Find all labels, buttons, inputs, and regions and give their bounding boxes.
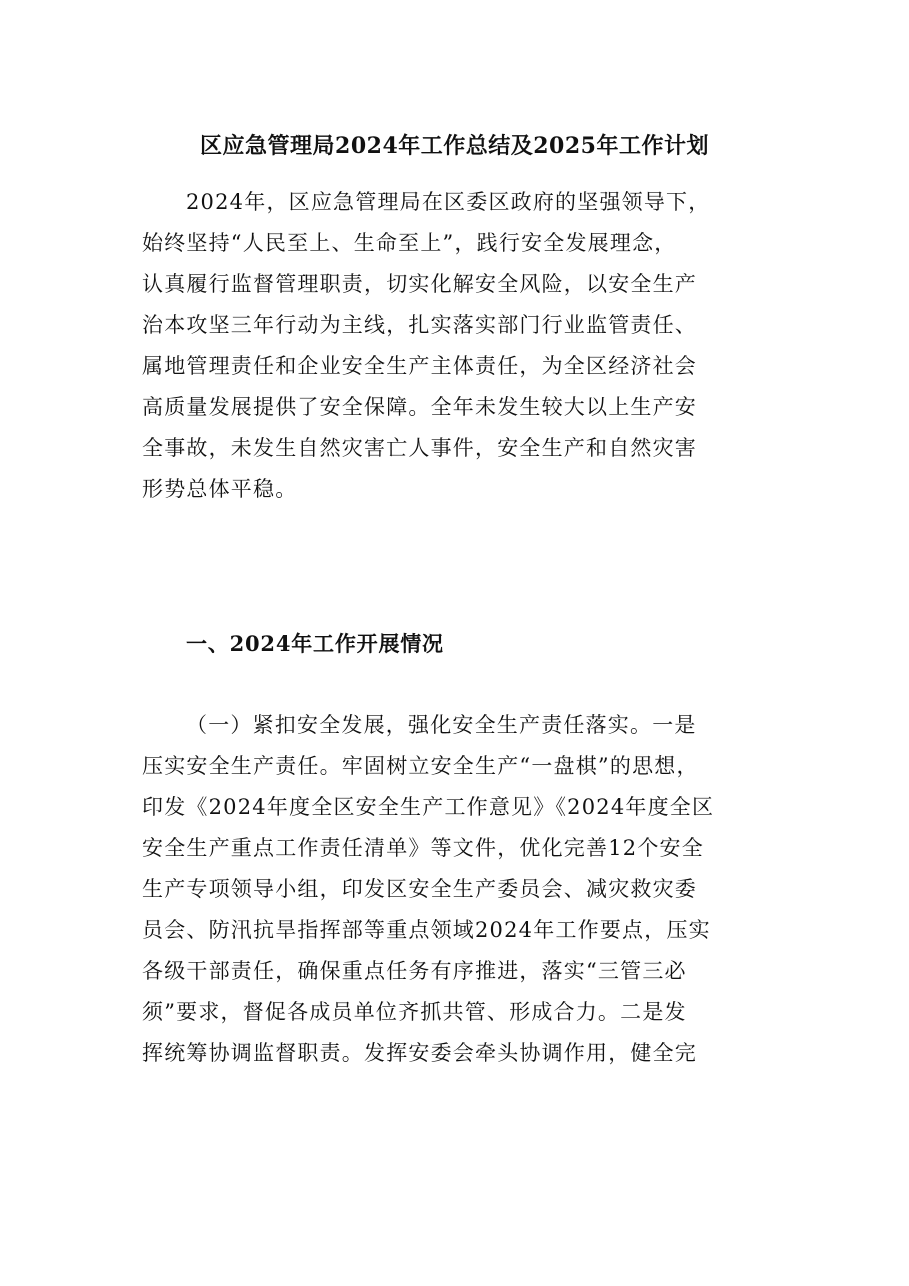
- paragraph-line: 各级干部责任，确保重点任务有序推进，落实“三管三必: [142, 959, 687, 983]
- paragraph-line: 安全生产重点工作责任清单》等文件，优化完善12个安全: [142, 836, 704, 860]
- paragraph-line: （一）紧扣安全发展，强化安全生产责任落实。一是: [186, 713, 697, 737]
- paragraph-line: 须”要求，督促各成员单位齐抓共管、形成合力。二是发: [142, 1000, 687, 1024]
- paragraph-line: 全事故，未发生自然灾害亡人事件，安全生产和自然灾害: [142, 436, 697, 460]
- paragraph-line: 员会、防汛抗旱指挥部等重点领域2024年工作要点，压实: [142, 918, 711, 942]
- section-heading: 一、2024年工作开展情况: [186, 631, 444, 656]
- intro-paragraph: [142, 182, 767, 510]
- paragraph-line: 形势总体平稳。: [142, 477, 298, 501]
- paragraph-line: 始终坚持“人民至上、生命至上”，践行安全发展理念，: [142, 231, 677, 255]
- paragraph-line: 治本攻坚三年行动为主线，扎实落实部门行业监管责任、: [142, 313, 697, 337]
- paragraph-line: 压实安全生产责任。牢固树立安全生产“一盘棋”的思想，: [142, 754, 699, 778]
- paragraph-line: 认真履行监督管理职责，切实化解安全风险，以安全生产: [142, 272, 697, 296]
- paragraph-line: 生产专项领导小组，印发区安全生产委员会、减灾救灾委: [142, 877, 697, 901]
- paragraph-line: 印发《2024年度全区安全生产工作意见》《2024年度全区: [142, 795, 715, 819]
- paragraph-line: 高质量发展提供了安全保障。全年未发生较大以上生产安: [142, 395, 697, 419]
- document-title: 区应急管理局2024年工作总结及2025年工作计划: [200, 133, 709, 159]
- section-paragraph: [142, 705, 767, 1074]
- paragraph-line: 属地管理责任和企业安全生产主体责任，为全区经济社会: [142, 354, 697, 378]
- paragraph-line: 挥统筹协调监督职责。发挥安委会牵头协调作用，健全完: [142, 1041, 697, 1065]
- paragraph-line: 2024年，区应急管理局在区委区政府的坚强领导下，: [186, 190, 711, 214]
